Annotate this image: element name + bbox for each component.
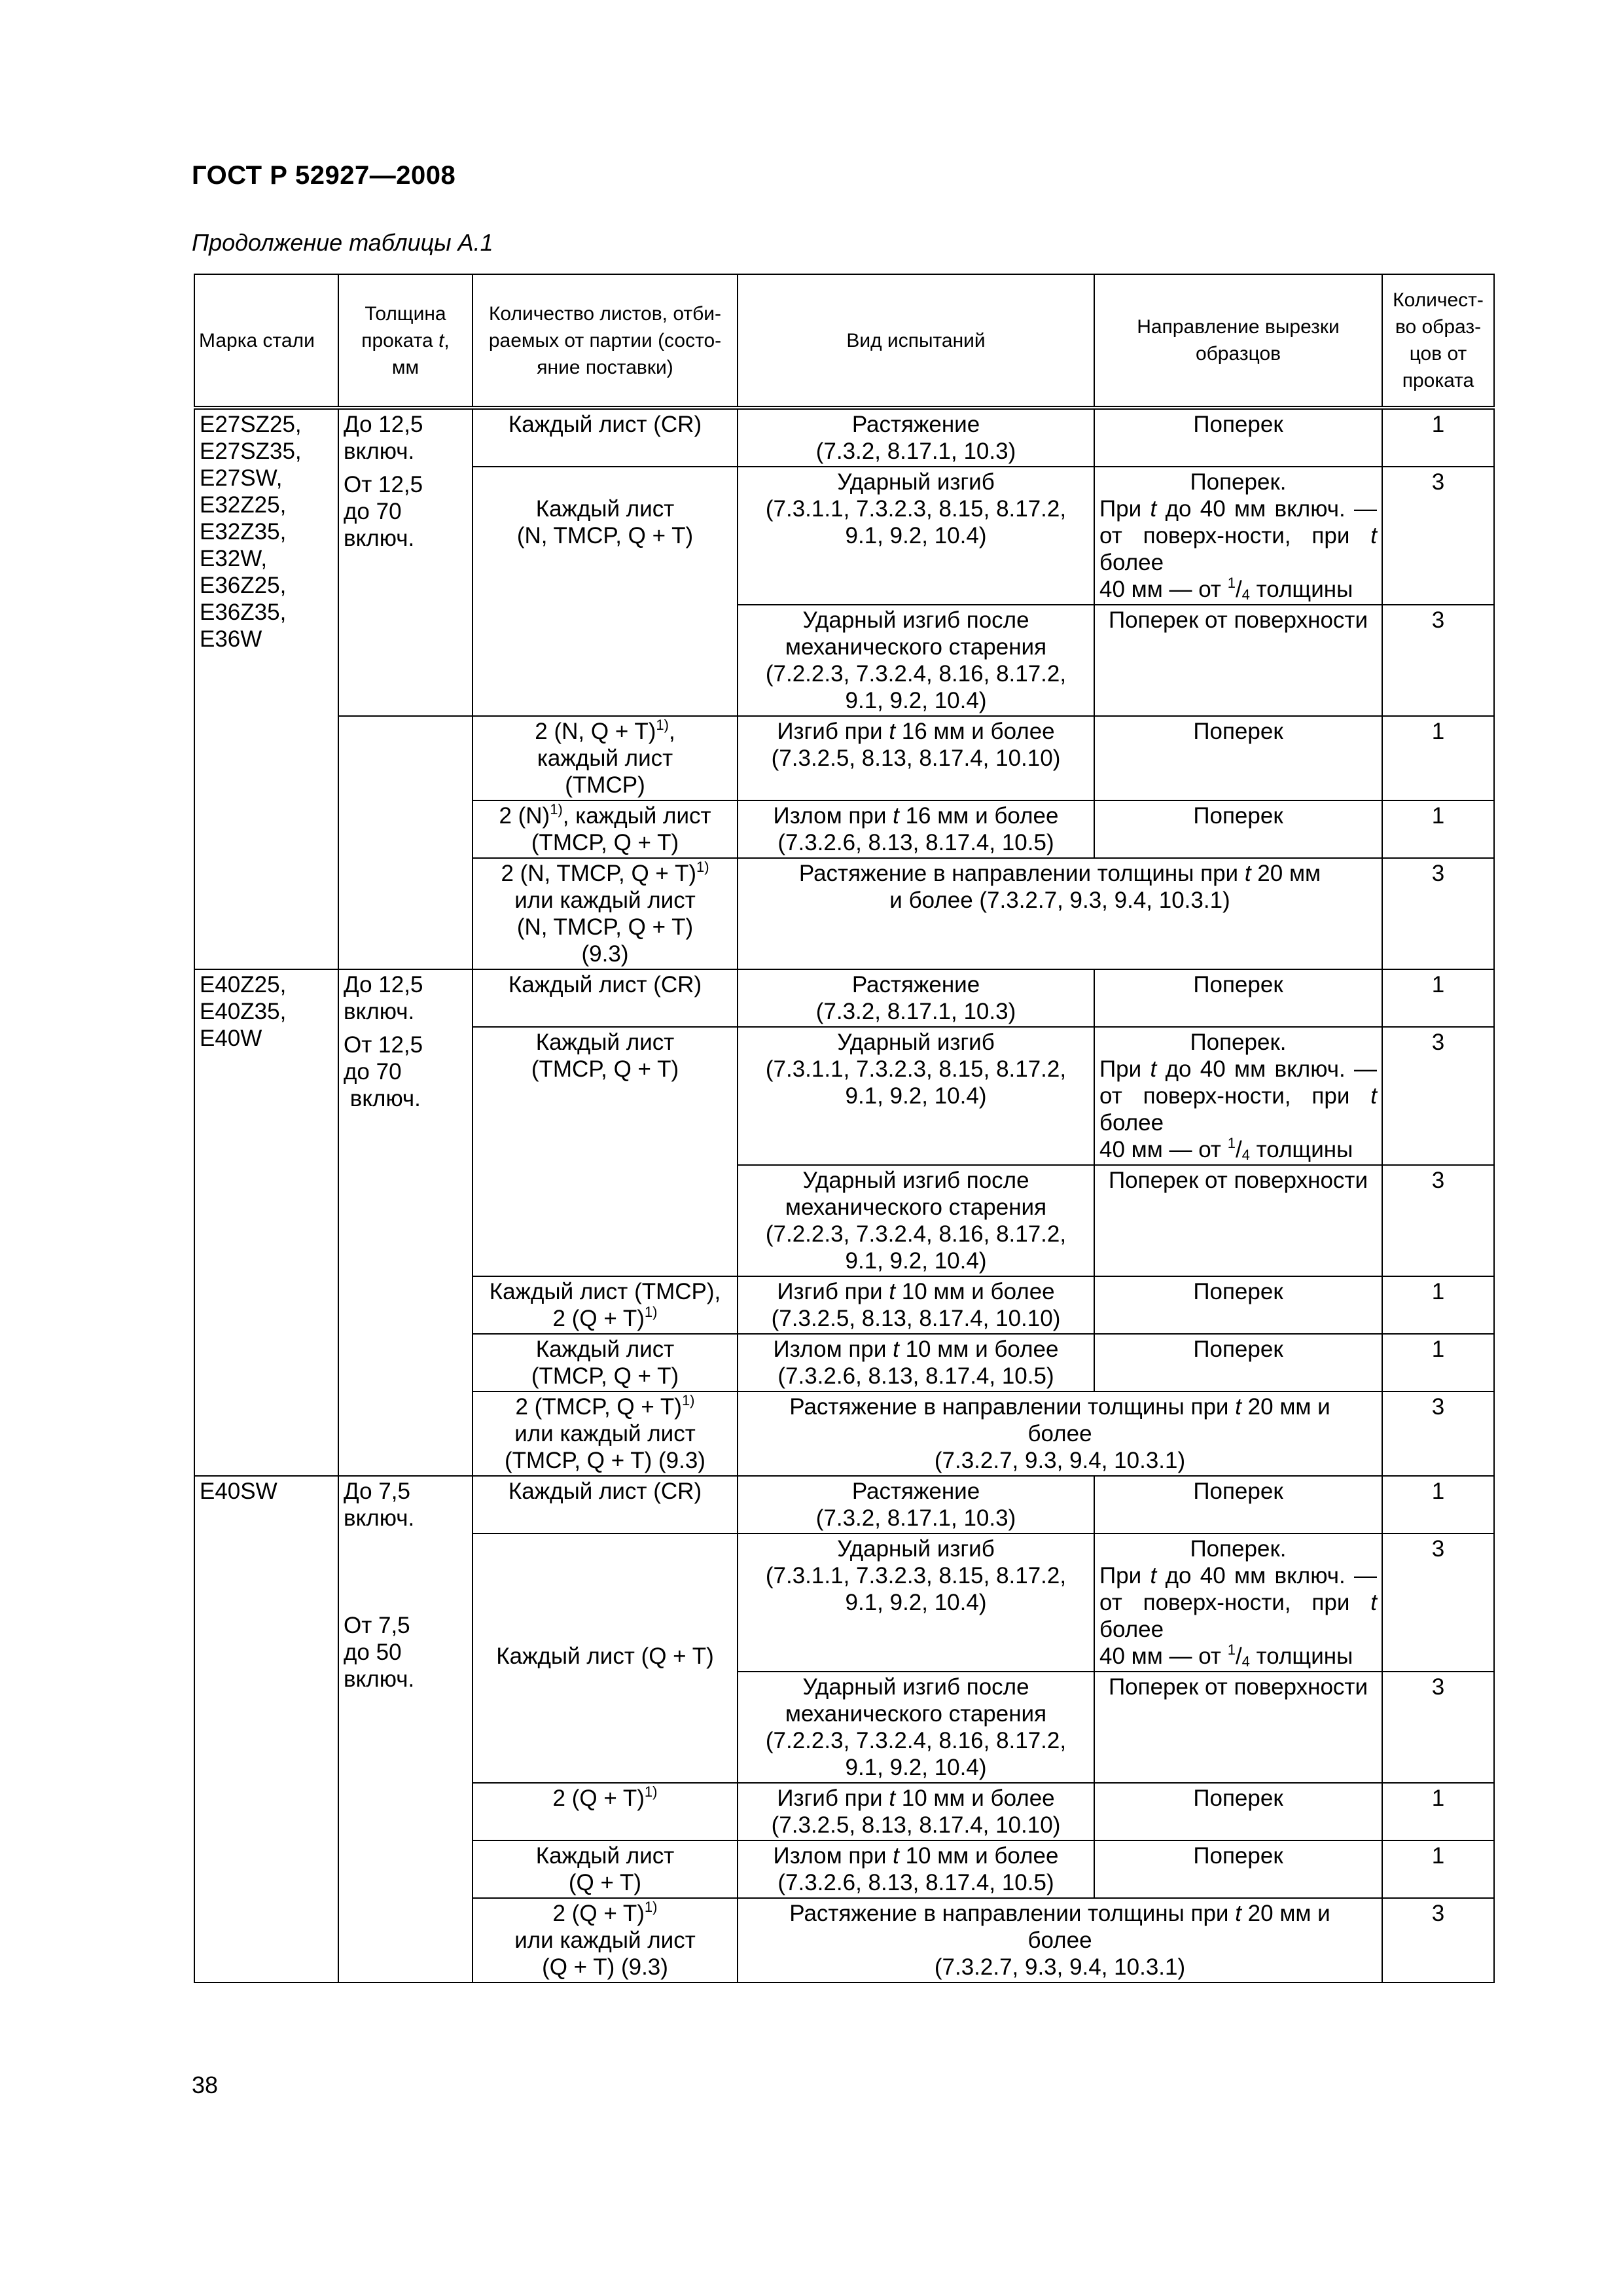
grade-cell: E40Z25, E40Z35, E40W xyxy=(194,969,338,1476)
test-cell: Излом при t 10 мм и более (7.3.2.6, 8.13, 8.17.4, 10.5) xyxy=(738,1334,1094,1391)
test-cell: Растяжение (7.3.2, 8.17.1, 10.3) xyxy=(738,408,1094,467)
sheets-cell: Каждый лист (CR) xyxy=(473,969,738,1027)
test-cell: Изгиб при t 10 мм и более (7.3.2.5, 8.13, 8.17.4, 10.10) xyxy=(738,1276,1094,1334)
table-header-row xyxy=(194,274,1494,408)
test-cell: Ударный изгиб после механического старения (7.2.2.3, 7.3.2.4, 8.16, 8.17.2, 9.1, 9.2, 10.4) xyxy=(738,1672,1094,1783)
group-2 xyxy=(194,969,1494,1476)
count-cell: 3 xyxy=(1382,1165,1494,1276)
test-cell: Ударный изгиб (7.3.1.1, 7.3.2.3, 8.15, 8.17.2, 9.1, 9.2, 10.4) xyxy=(738,1534,1094,1672)
test-cell: Излом при t 16 мм и более (7.3.2.6, 8.13, 8.17.4, 10.5) xyxy=(738,800,1094,858)
sheets-cell: 2 (TMCP, Q + T)$^{1)}$ или каждый лист (TMCP, Q + T) (9.3) xyxy=(473,1391,738,1476)
count-cell: 1 xyxy=(1382,408,1494,467)
steel-test-table xyxy=(194,274,1495,1983)
document-code: ГОСТ Р 52927—2008 xyxy=(192,161,456,190)
sheets-cell: 2 (N, TMCP, Q + T)$^{1)}$ или каждый лист (N, TMCP, Q + T) (9.3) xyxy=(473,858,738,969)
test-cell: Изгиб при t 10 мм и более (7.3.2.5, 8.13, 8.17.4, 10.10) xyxy=(738,1783,1094,1840)
page-number: 38 xyxy=(192,2072,219,2098)
group-1 xyxy=(194,408,1494,969)
sheets-cell: 2 (N, Q + T)$^{1)}$, каждый лист (TMCP) xyxy=(473,716,738,800)
test-cell: Растяжение в направлении толщины при t 20 мм и более (7.3.2.7, 9.3, 9.4, 10.3.1) xyxy=(738,1391,1382,1476)
sheets-cell: Каждый лист (TMCP), 2 $(Q + T)^{1)}$ xyxy=(473,1276,738,1334)
count-cell: 1 xyxy=(1382,1334,1494,1391)
direction-cell: Поперек xyxy=(1094,800,1382,858)
count-cell: 1 xyxy=(1382,1783,1494,1840)
count-cell: 1 xyxy=(1382,716,1494,800)
table-row xyxy=(194,969,1494,1027)
count-cell: 3 xyxy=(1382,1534,1494,1672)
count-cell: 3 xyxy=(1382,1672,1494,1783)
direction-cell: Поперек. При t до 40 мм включ. — от поверх-ности, при t более 40 мм — от $^1/_4$ толщины xyxy=(1094,467,1382,605)
grade-cell: E40SW xyxy=(194,1476,338,1982)
direction-cell: Поперек xyxy=(1094,1334,1382,1391)
col-header-direction: Направление вырезки образцов xyxy=(1094,274,1382,408)
grade-cell: E27SZ25, E27SZ35, E27SW, E32Z25, E32Z35, E32W, E36Z25, E36Z35, E36W xyxy=(194,408,338,969)
count-cell: 1 xyxy=(1382,1276,1494,1334)
test-cell: Ударный изгиб (7.3.1.1, 7.3.2.3, 8.15, 8.17.2, 9.1, 9.2, 10.4) xyxy=(738,1027,1094,1165)
col-header-grade: Марка стали xyxy=(194,274,338,408)
count-cell: 3 xyxy=(1382,1898,1494,1982)
direction-cell: Поперек. При t до 40 мм включ. — от поверх-ности, при t более 40 мм — от $^1/_4$ толщины xyxy=(1094,1534,1382,1672)
test-cell: Ударный изгиб (7.3.1.1, 7.3.2.3, 8.15, 8.17.2, 9.1, 9.2, 10.4) xyxy=(738,467,1094,605)
direction-cell: Поперек xyxy=(1094,1783,1382,1840)
direction-cell: Поперек xyxy=(1094,1276,1382,1334)
table-row xyxy=(194,716,1494,800)
direction-cell: Поперек xyxy=(1094,969,1382,1027)
sheets-cell: Каждый лист (N, TMCP, Q + T) xyxy=(473,467,738,716)
direction-cell: Поперек xyxy=(1094,1476,1382,1534)
direction-cell: Поперек. При t до 40 мм включ. — от поверх-ности, при t более 40 мм — от $^1/_4$ толщины xyxy=(1094,1027,1382,1165)
sheets-cell: Каждый лист (CR) xyxy=(473,408,738,467)
test-cell: Растяжение (7.3.2, 8.17.1, 10.3) xyxy=(738,1476,1094,1534)
table-caption: Продолжение таблицы А.1 xyxy=(192,229,493,256)
sheets-cell: 2 $(N)^{1)}$, каждый лист (TMCP, Q + T) xyxy=(473,800,738,858)
col-header-count: Количест- во образ- цов от проката xyxy=(1382,274,1494,408)
test-cell: Излом при t 10 мм и более (7.3.2.6, 8.13, 8.17.4, 10.5) xyxy=(738,1840,1094,1898)
count-cell: 3 xyxy=(1382,467,1494,605)
count-cell: 1 xyxy=(1382,1476,1494,1534)
thickness-cell: До 12,5 включ. От 12,5 до 70 включ. xyxy=(338,408,473,716)
count-cell: 1 xyxy=(1382,1840,1494,1898)
test-cell: Растяжение в направлении толщины при t 20 мм и более (7.3.2.7, 9.3, 9.4, 10.3.1) xyxy=(738,858,1382,969)
sheets-cell: Каждый лист (Q + T) xyxy=(473,1840,738,1898)
count-cell: 3 xyxy=(1382,1027,1494,1165)
table-row xyxy=(194,1476,1494,1534)
test-cell: Растяжение (7.3.2, 8.17.1, 10.3) xyxy=(738,969,1094,1027)
thickness-cell: До 12,5 включ. От 12,5 до 70 включ. xyxy=(338,969,473,1476)
col-header-thickness: Толщина проката t, мм xyxy=(338,274,473,408)
sheets-cell: Каждый лист (CR) xyxy=(473,1476,738,1534)
group-3 xyxy=(194,1476,1494,1982)
test-cell: Ударный изгиб после механического старения (7.2.2.3, 7.3.2.4, 8.16, 8.17.2, 9.1, 9.2, 10.4) xyxy=(738,1165,1094,1276)
count-cell: 3 xyxy=(1382,605,1494,716)
direction-cell: Поперек от поверхности xyxy=(1094,605,1382,716)
count-cell: 3 xyxy=(1382,1391,1494,1476)
sheets-cell: 2 $(Q + T)^{1)}$ или каждый лист (Q + T) (9.3) xyxy=(473,1898,738,1982)
test-cell: Изгиб при t 16 мм и более (7.3.2.5, 8.13, 8.17.4, 10.10) xyxy=(738,716,1094,800)
test-cell: Ударный изгиб после механического старения (7.2.2.3, 7.3.2.4, 8.16, 8.17.2, 9.1, 9.2, 10.4) xyxy=(738,605,1094,716)
count-cell: 1 xyxy=(1382,969,1494,1027)
direction-cell: Поперек xyxy=(1094,408,1382,467)
direction-cell: Поперек xyxy=(1094,716,1382,800)
table-row xyxy=(194,408,1494,467)
col-header-sheets: Количество листов, отби- раемых от партии (состо- яние поставки) xyxy=(473,274,738,408)
direction-cell: Поперек xyxy=(1094,1840,1382,1898)
count-cell: 1 xyxy=(1382,800,1494,858)
thickness-cell xyxy=(338,716,473,969)
col-header-test: Вид испытаний xyxy=(738,274,1094,408)
sheets-cell: Каждый лист (Q + T) xyxy=(473,1534,738,1783)
direction-cell: Поперек от поверхности xyxy=(1094,1672,1382,1783)
direction-cell: Поперек от поверхности xyxy=(1094,1165,1382,1276)
sheets-cell: Каждый лист (TMCP, Q + T) xyxy=(473,1027,738,1276)
sheets-cell: Каждый лист (TMCP, Q + T) xyxy=(473,1334,738,1391)
sheets-cell: 2 $(Q + T)^{1)}$ xyxy=(473,1783,738,1840)
thickness-cell: До 7,5 включ. От 7,5 до 50 включ. xyxy=(338,1476,473,1982)
test-cell: Растяжение в направлении толщины при t 20 мм и более (7.3.2.7, 9.3, 9.4, 10.3.1) xyxy=(738,1898,1382,1982)
count-cell: 3 xyxy=(1382,858,1494,969)
